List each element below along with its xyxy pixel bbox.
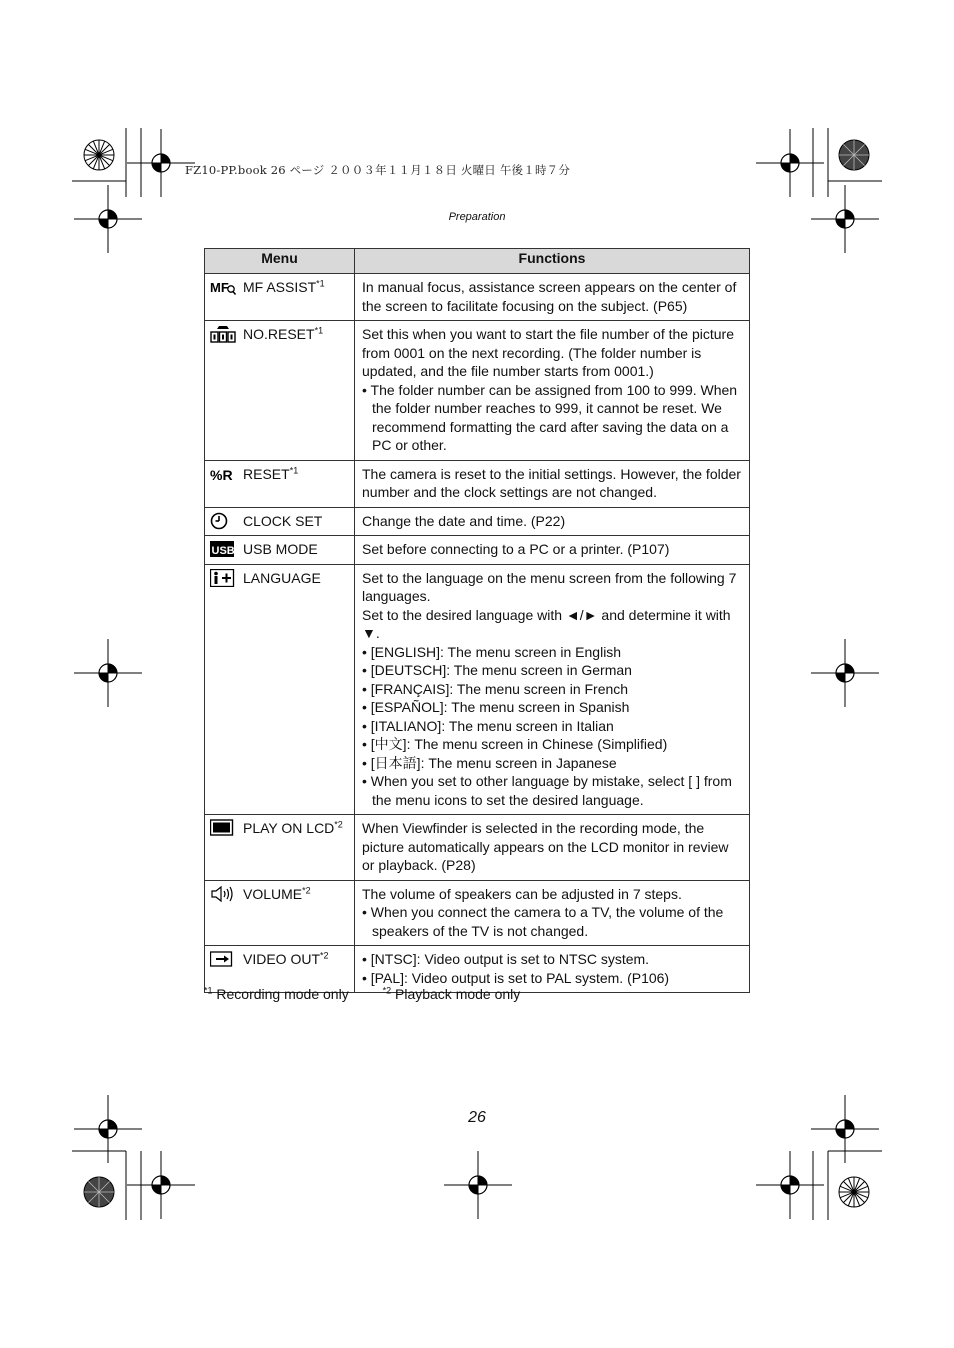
menu-cell (205, 507, 355, 536)
svg-text:%R: %R (210, 466, 233, 483)
menu-cell (205, 321, 355, 461)
function-line: • The folder number can be assigned from 100 to 999. When the folder number reaches to 999, it cannot be reset. We recommend formatting the card after saving the data on a PC or other. (362, 381, 738, 453)
menu-label: VIDEO OUT (243, 951, 321, 967)
column-header-menu: Menu (205, 249, 355, 274)
table-row (205, 536, 750, 565)
svg-text:MF: MF (210, 280, 229, 295)
usb-icon (210, 540, 236, 558)
table-row (205, 321, 750, 461)
function-line: Set this when you want to start the file number of the picture from 0001 on the next recording. (The folder number is updated, and the file number starts from 0001.) (362, 326, 734, 379)
menu-label: PLAY ON LCD (243, 820, 335, 836)
page-number: 26 (468, 1109, 486, 1126)
table-row (205, 815, 750, 881)
function-line: • [DEUTSCH]: The menu screen in German (362, 662, 632, 678)
function-line: • [ENGLISH]: The menu screen in English (362, 643, 622, 660)
footnote-mark-1: *1 (204, 985, 213, 996)
functions-cell (355, 880, 750, 946)
function-line: • When you set to other language by mistake, select [ ] from the menu icons to set the desired language. (362, 773, 732, 808)
menu-label: RESET (243, 465, 290, 482)
function-line: • [NTSC]: Video output is set to NTSC system. (362, 951, 650, 967)
reset-icon (210, 465, 236, 483)
menu-label: NO.RESET (243, 326, 315, 342)
function-line: The camera is reset to the initial settings. However, the folder number and the clock settings are not changed. (362, 465, 741, 500)
footnotes (204, 986, 520, 1002)
menu-cell (205, 460, 355, 507)
function-line: Change the date and time. (P22) (362, 512, 566, 529)
speaker-icon (210, 885, 236, 903)
function-line: When Viewfinder is selected in the recording mode, the picture automatically appears on the LCD monitor in review or playback. (P28) (362, 820, 729, 873)
video-out-icon (210, 950, 236, 968)
function-line: In manual focus, assistance screen appears on the center of the screen to facilitate focusing on the subject. (P65) (362, 279, 737, 314)
column-header-functions: Functions (355, 249, 750, 274)
function-line: Set to the language on the menu screen from the following 7 languages. (362, 569, 737, 604)
table-row (205, 880, 750, 946)
menu-cell (205, 274, 355, 321)
footnote-ref: *2 (302, 884, 311, 895)
clock-icon (210, 512, 236, 530)
function-line: Set before connecting to a PC or a printer. (P107) (362, 541, 670, 557)
table-row (205, 564, 750, 815)
functions-cell (355, 321, 750, 461)
no-reset-icon (210, 325, 236, 343)
function-line: • When you connect the camera to a TV, the volume of the speakers of the TV is not changed. (362, 904, 724, 939)
function-line: • [ESPAÑOL]: The menu screen in Spanish (362, 699, 630, 715)
function-line: The volume of speakers can be adjusted in 7 steps. (362, 885, 682, 902)
footnote-ref: *1 (314, 325, 324, 336)
footnote-ref: *2 (320, 950, 329, 961)
table-row (205, 274, 750, 321)
functions-cell (355, 274, 750, 321)
menu-label: USB MODE (243, 541, 318, 557)
function-line: • [PAL]: Video output is set to PAL system. (P106) (362, 969, 670, 986)
functions-cell (355, 815, 750, 881)
functions-cell (355, 507, 750, 536)
section-title: Preparation (448, 211, 506, 223)
svg-text:USB: USB (211, 545, 235, 557)
footnote-mark-2: *2 (382, 985, 392, 996)
menu-cell (205, 815, 355, 881)
menu-label: VOLUME (243, 885, 303, 902)
functions-cell (355, 536, 750, 565)
functions-cell (355, 564, 750, 815)
function-line: • [ITALIANO]: The menu screen in Italian (362, 717, 614, 734)
table-row (205, 507, 750, 536)
menu-cell (205, 536, 355, 565)
file-info-header: FZ10-PP.book 26 ページ ２００３年１１月１８日 火曜日 午後１時７分 (185, 163, 571, 177)
footnote-text-1: Recording mode only (216, 986, 349, 1002)
menu-cell (205, 564, 355, 815)
footnote-ref: *1 (316, 278, 325, 289)
menu-label: LANGUAGE (243, 569, 321, 586)
footnote-ref: *2 (334, 819, 343, 830)
table-header-row (205, 249, 750, 274)
language-icon (210, 569, 236, 587)
footnote-text-2: Playback mode only (395, 986, 521, 1002)
function-line: • [中文]: The menu screen in Chinese (Simplified) (362, 736, 668, 752)
table-row (205, 460, 750, 507)
mf-assist-icon (210, 278, 236, 296)
function-line: • [FRANÇAIS]: The menu screen in French (362, 680, 629, 697)
function-line: Set to the desired language with ◄/► and determine it with ▼. (362, 606, 731, 641)
functions-cell (355, 460, 750, 507)
play-on-lcd-icon (210, 819, 236, 837)
footnote-ref: *1 (289, 464, 299, 475)
menu-cell (205, 880, 355, 946)
menu-label: CLOCK SET (243, 512, 323, 529)
menu-label: MF ASSIST (243, 279, 317, 295)
function-line: • [日本語]: The menu screen in Japanese (362, 754, 617, 771)
